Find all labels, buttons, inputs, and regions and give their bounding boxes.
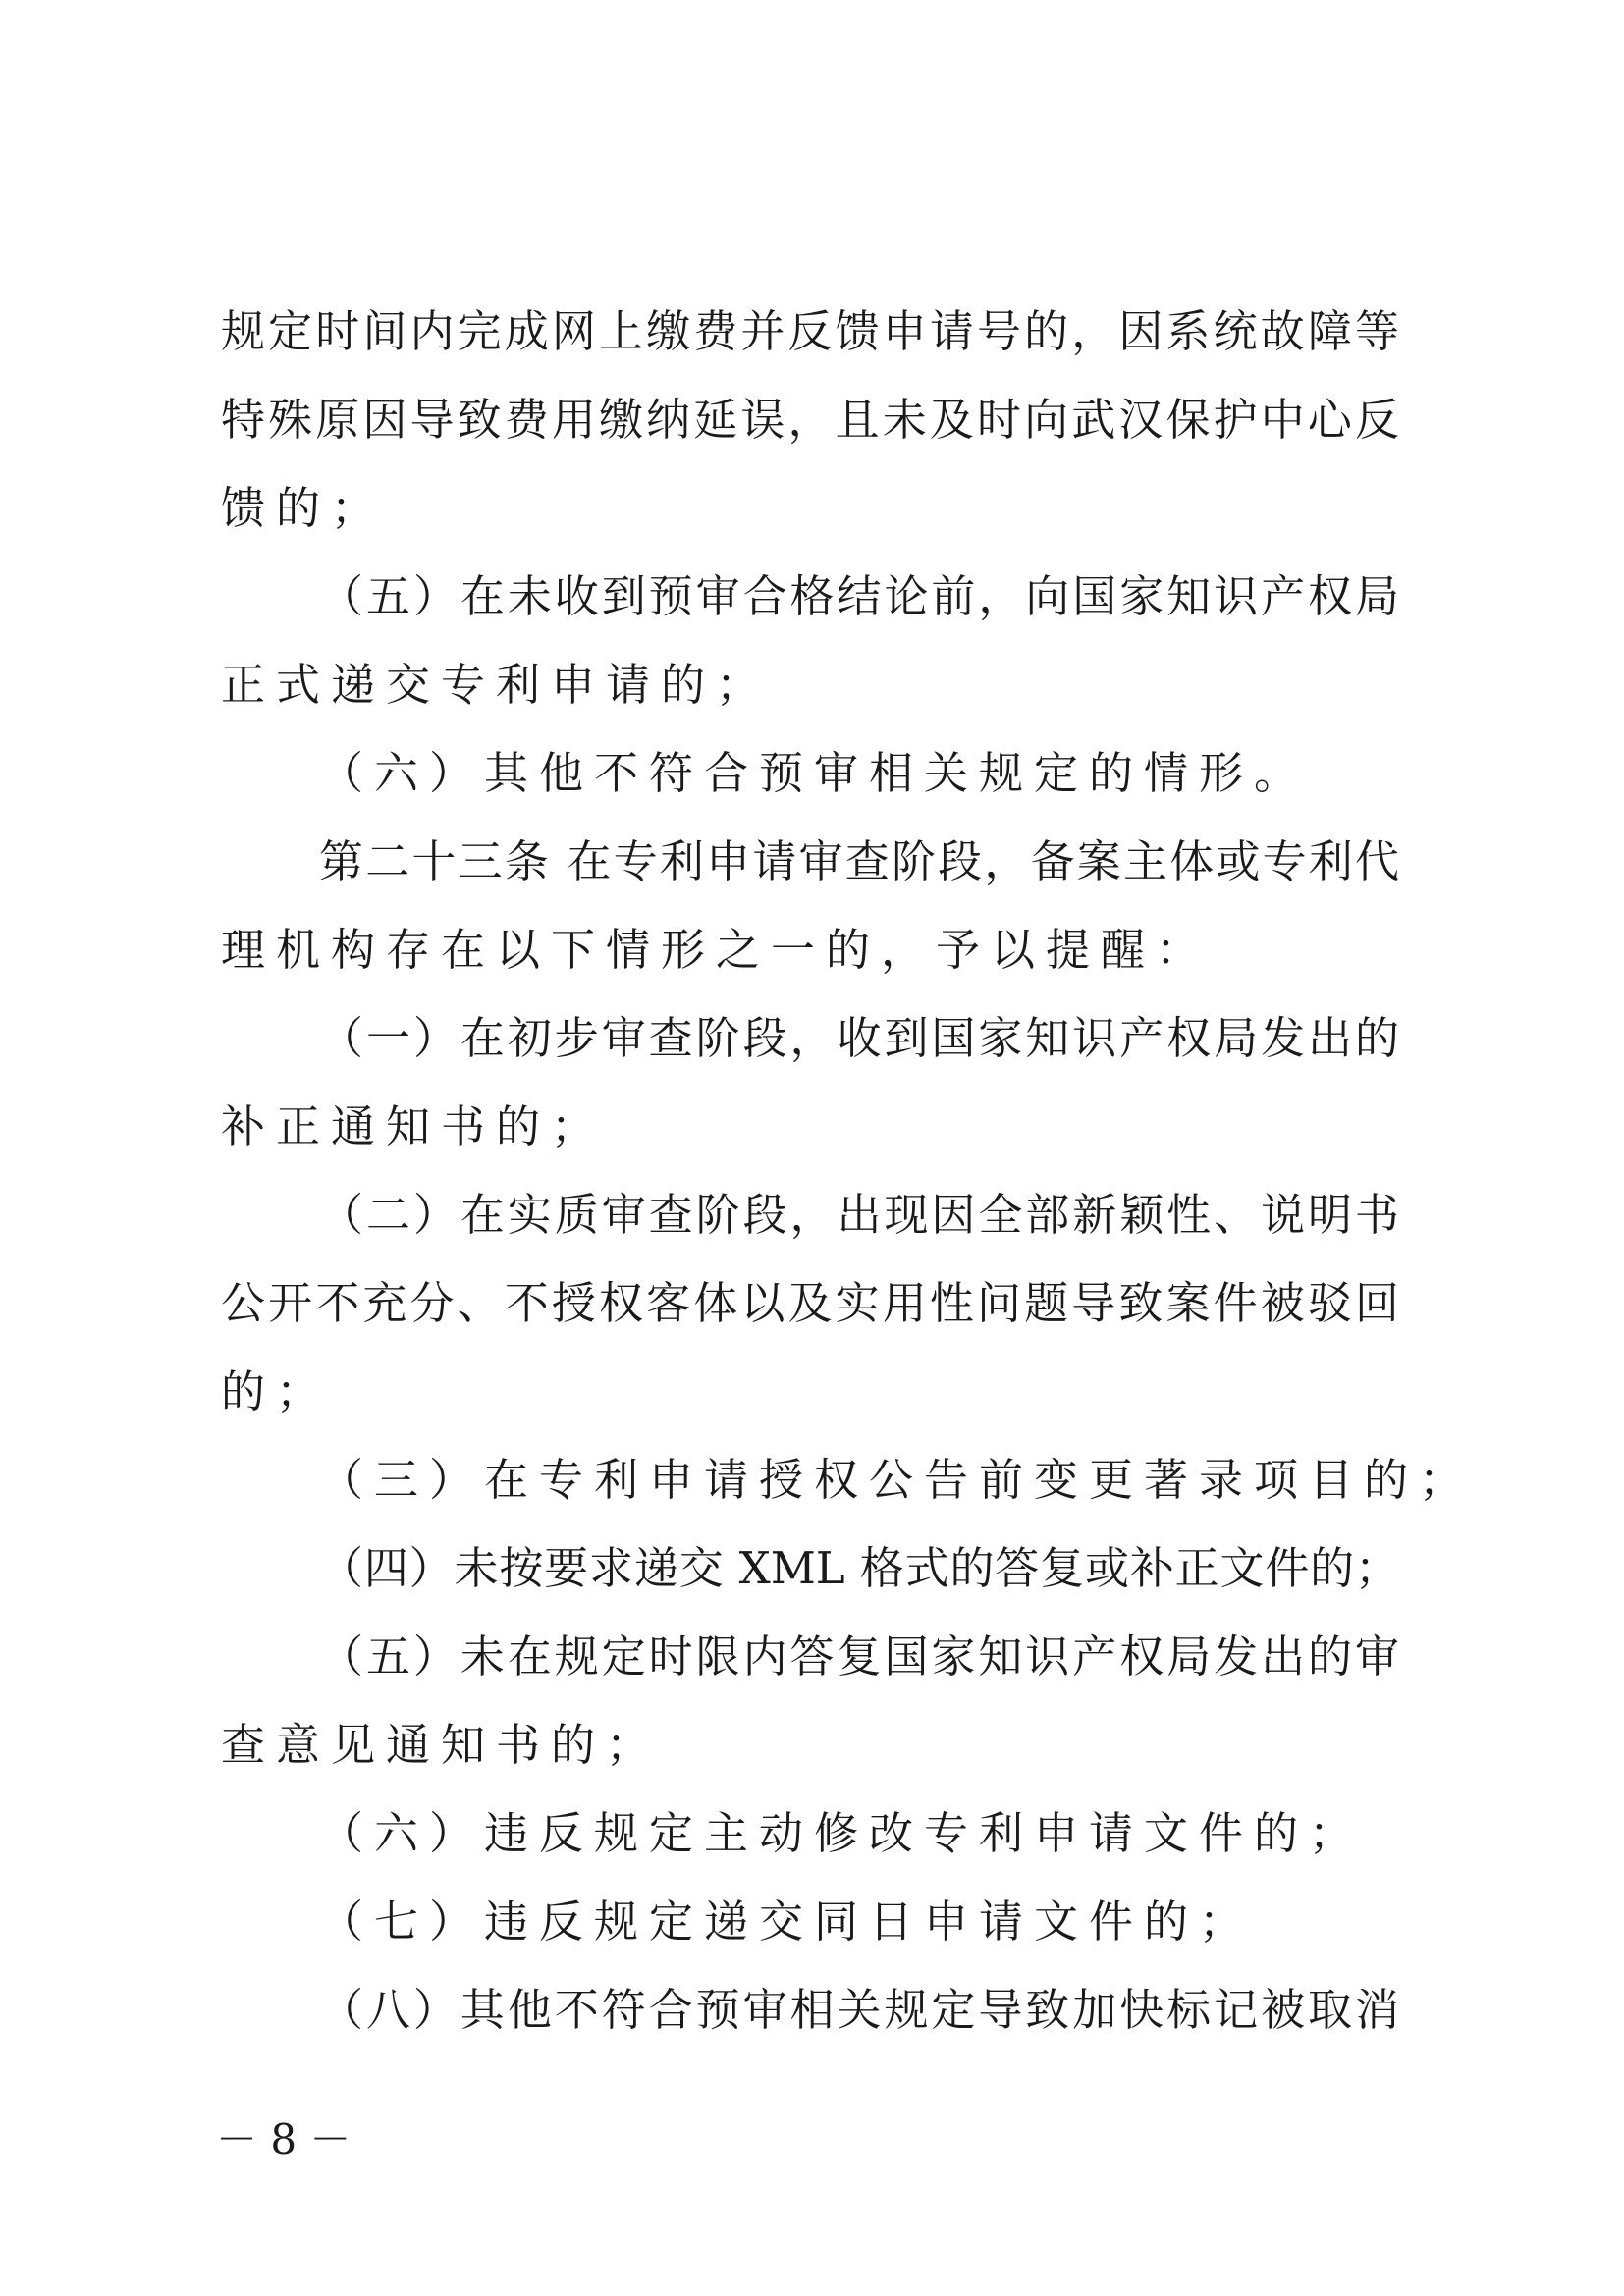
text-line-9: （一）在初步审查阶段，收到国家知识产权局发出的 bbox=[319, 1012, 1399, 1064]
page-number: － 8 － bbox=[216, 2115, 352, 2163]
text-line-19: （七）违反规定递交同日申请文件的； bbox=[319, 1896, 1255, 1948]
text-line-17: 查意见通知书的； bbox=[221, 1719, 662, 1771]
text-line-13: 的； bbox=[221, 1365, 332, 1417]
text-line-18: （六）违反规定主动修改专利申请文件的； bbox=[319, 1807, 1365, 1859]
text-line-16: （五）未在规定时限内答复国家知识产权局发出的审 bbox=[319, 1630, 1399, 1682]
text-line-14: （三）在专利申请授权公告前变更著录项目的； bbox=[319, 1454, 1475, 1506]
text-line-10: 补正通知书的； bbox=[221, 1100, 607, 1152]
text-line-8: 理机构存在以下情形之一的，予以提醒： bbox=[221, 924, 1212, 976]
text-line-7: 第二十三条 在专利申请审查阶段，备案主体或专利代 bbox=[319, 835, 1399, 887]
text-line-5: 正式递交专利申请的； bbox=[221, 659, 772, 711]
text-line-15: （四）未按要求递交 XML 格式的答复或补正文件的； bbox=[319, 1542, 1399, 1594]
text-line-4: （五）在未收到预审合格结论前，向国家知识产权局 bbox=[319, 570, 1399, 622]
text-line-11: （二）在实质审查阶段，出现因全部新颖性、说明书 bbox=[319, 1189, 1399, 1241]
text-line-12: 公开不充分、不授权客体以及实用性问题导致案件被驳回 bbox=[221, 1277, 1399, 1329]
text-line-3: 馈的； bbox=[221, 482, 387, 534]
text-line-20: （八）其他不符合预审相关规定导致加快标记被取消 bbox=[319, 1984, 1399, 2036]
text-line-6: （六）其他不符合预审相关规定的情形。 bbox=[319, 747, 1310, 799]
text-line-2: 特殊原因导致费用缴纳延误，且未及时向武汉保护中心反 bbox=[221, 394, 1399, 446]
text-line-1: 规定时间内完成网上缴费并反馈申请号的，因系统故障等 bbox=[221, 305, 1399, 357]
